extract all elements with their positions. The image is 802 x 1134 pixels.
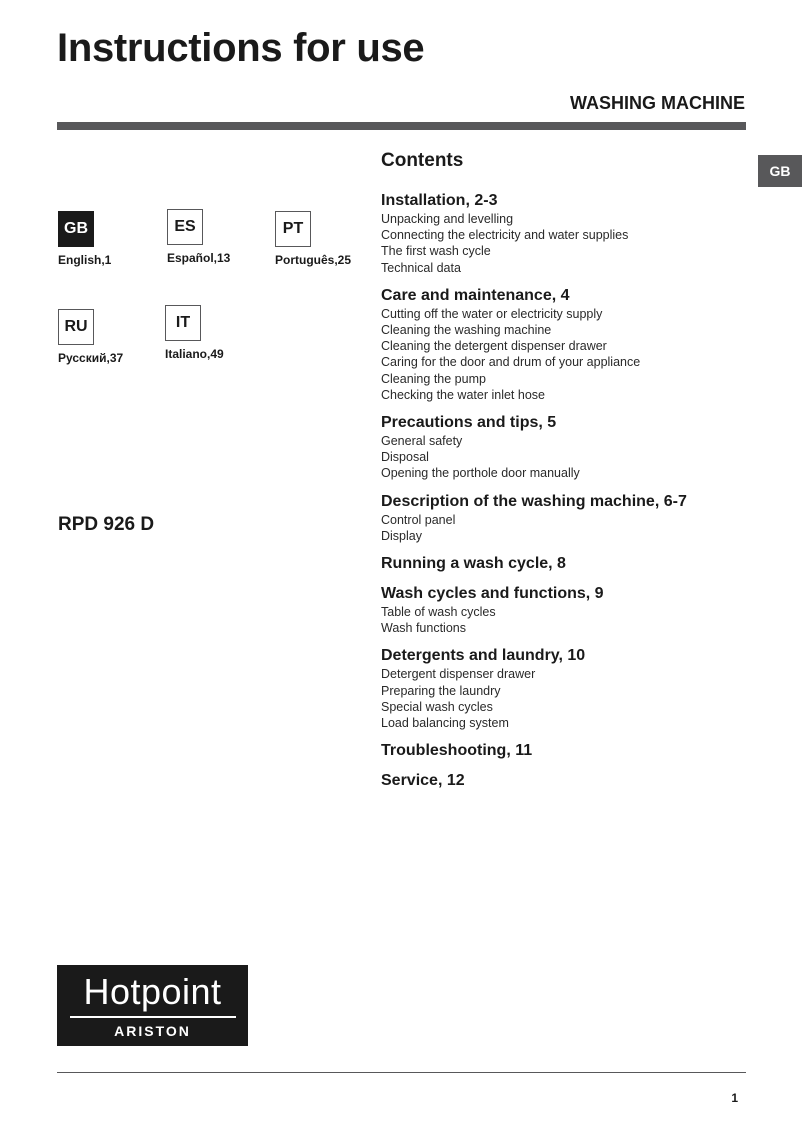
language-label: English,1 [58, 253, 112, 267]
toc-item[interactable]: Wash functions [381, 621, 466, 636]
toc-heading[interactable]: Installation, 2-3 [381, 192, 498, 209]
language-gb[interactable] [58, 211, 111, 267]
toc-heading[interactable]: Service, 12 [381, 772, 465, 790]
model-number: RPD 926 D [58, 514, 155, 535]
document-title: Instructions for use [57, 26, 425, 70]
toc-item[interactable]: Caring for the door and drum of your appliance [381, 355, 641, 370]
toc-section-care[interactable] [381, 286, 746, 403]
toc-item[interactable]: Table of wash cycles [381, 605, 496, 620]
logo-wordmark: Hotpoint [83, 971, 222, 1012]
header-divider [57, 122, 746, 130]
brand-logo [57, 965, 248, 1046]
toc-section-service[interactable] [381, 771, 746, 791]
language-label: Русский,37 [58, 351, 124, 365]
toc-item[interactable]: Cleaning the detergent dispenser drawer [381, 339, 607, 354]
toc-item[interactable]: Technical data [381, 260, 461, 275]
language-label: Español,13 [167, 251, 231, 265]
toc-heading[interactable]: Troubleshooting, 11 [381, 742, 533, 760]
toc-section-description[interactable] [381, 492, 746, 544]
toc-heading[interactable]: Running a wash cycle, 8 [381, 555, 566, 573]
language-it[interactable] [165, 305, 224, 361]
toc-item[interactable]: Detergent dispenser drawer [381, 667, 536, 682]
logo-subbrand: ARISTON [114, 1023, 191, 1039]
toc-item[interactable]: Cleaning the washing machine [381, 323, 552, 338]
toc-item[interactable]: Disposal [381, 450, 429, 465]
logo-divider [70, 1016, 236, 1018]
toc-item[interactable]: Cleaning the pump [381, 371, 486, 386]
language-es[interactable] [167, 209, 230, 265]
toc-heading[interactable]: Description of the washing machine, 6-7 [381, 492, 687, 510]
language-pt[interactable] [275, 211, 351, 267]
language-code-box: RU [58, 309, 94, 345]
toc-item[interactable]: Load balancing system [381, 716, 509, 731]
language-label: Italiano,49 [165, 347, 224, 361]
toc-heading[interactable]: Detergents and laundry, 10 [381, 647, 586, 665]
language-code-box: PT [275, 211, 311, 247]
toc-item[interactable]: Control panel [381, 512, 456, 527]
toc-heading[interactable]: Precautions and tips, 5 [381, 414, 557, 432]
toc-item[interactable]: Display [381, 528, 422, 543]
toc-item[interactable]: Unpacking and levelling [381, 212, 514, 226]
page-number: 1 [731, 1091, 738, 1105]
document-subtitle: WASHING MACHINE [570, 93, 745, 113]
contents-title: Contents [381, 150, 464, 171]
toc-heading[interactable]: Wash cycles and functions, 9 [381, 585, 604, 603]
toc-heading[interactable]: Care and maintenance, 4 [381, 286, 570, 304]
toc-item[interactable]: Connecting the electricity and water supplies [381, 228, 629, 243]
toc-item[interactable]: Preparing the laundry [381, 683, 501, 698]
toc-section-detergents[interactable] [381, 646, 746, 731]
toc-item[interactable]: Opening the porthole door manually [381, 466, 580, 481]
toc-section-installation[interactable] [381, 191, 746, 276]
toc-item[interactable]: Checking the water inlet hose [381, 387, 545, 402]
toc-section-precautions[interactable] [381, 413, 746, 482]
toc-section-troubleshooting[interactable] [381, 741, 746, 761]
language-ru[interactable] [58, 309, 123, 365]
toc-item[interactable]: The first wash cycle [381, 244, 491, 259]
toc-section-wash-cycles[interactable] [381, 584, 746, 636]
language-code-box: GB [58, 211, 94, 247]
footer-divider [57, 1072, 746, 1073]
language-code-box: ES [167, 209, 203, 245]
toc-item[interactable]: Cutting off the water or electricity supply [381, 306, 603, 321]
table-of-contents [381, 150, 746, 801]
language-code-box: IT [165, 305, 201, 341]
language-label: Português,25 [275, 253, 352, 267]
language-side-tab: GB [758, 155, 802, 187]
toc-item[interactable]: Special wash cycles [381, 699, 493, 714]
toc-section-running[interactable] [381, 554, 746, 574]
toc-item[interactable]: General safety [381, 434, 463, 449]
